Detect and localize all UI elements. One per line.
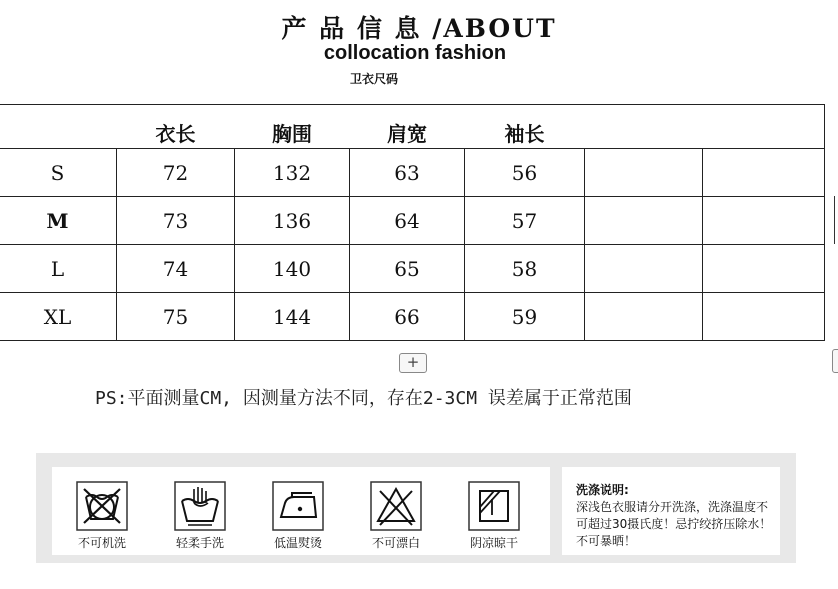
table-cell: 72 — [117, 149, 235, 197]
column-header-length: 衣长 — [117, 105, 235, 149]
care-label: 轻柔手洗 — [175, 536, 224, 550]
table-cell: 59 — [465, 293, 585, 341]
table-cell: 66 — [350, 293, 465, 341]
care-label: 阴凉晾干 — [469, 536, 518, 550]
care-label: 不可机洗 — [77, 536, 126, 550]
header-empty-cell — [703, 105, 825, 149]
measurement-note: PS:平面测量CM, 因测量方法不同，存在2-3CM 误差属于正常范围 — [95, 388, 632, 409]
care-label: 不可漂白 — [371, 536, 420, 550]
care-item-no-bleach — [356, 481, 436, 551]
care-item-no-machine-wash — [62, 481, 142, 551]
table-cell: 144 — [235, 293, 350, 341]
wash-title: 洗涤说明: — [576, 483, 629, 497]
table-cell: 57 — [465, 197, 585, 245]
size-label: L — [0, 245, 117, 293]
size-label: XL — [0, 293, 117, 341]
empty-cell — [703, 149, 825, 197]
column-header-sleeve: 袖长 — [465, 105, 585, 149]
table-cell: 140 — [235, 245, 350, 293]
page-title: 产 品 信 息 /ABOUT — [281, 14, 557, 43]
table-row — [0, 197, 824, 245]
table-cell: 56 — [465, 149, 585, 197]
empty-cell — [585, 197, 703, 245]
header-blank-cell — [0, 105, 117, 149]
table-cell: 136 — [235, 197, 350, 245]
care-icons-box — [52, 467, 550, 555]
size-table — [0, 104, 825, 341]
no-machine-wash-icon — [76, 481, 128, 531]
empty-cell — [585, 149, 703, 197]
gentle-hand-wash-icon — [174, 481, 226, 531]
add-row-button[interactable]: + — [399, 353, 427, 373]
table-cell: 75 — [117, 293, 235, 341]
table-edge-divider — [834, 196, 838, 244]
table-row — [0, 293, 824, 341]
table-cell: 64 — [350, 197, 465, 245]
wash-instructions-box — [562, 467, 780, 555]
column-header-shoulder: 肩宽 — [350, 105, 465, 149]
table-cell: 65 — [350, 245, 465, 293]
care-item-shade-dry — [454, 481, 534, 551]
table-caption: 卫衣尺码 — [350, 72, 399, 86]
wash-text: 深浅色衣服请分开洗涤，洗涤温度不可超过30摄氏度！忌拧绞挤压除水！不可暴晒！ — [576, 500, 772, 548]
table-header-row — [0, 105, 824, 149]
empty-cell — [703, 245, 825, 293]
empty-cell — [703, 197, 825, 245]
empty-cell — [585, 245, 703, 293]
table-cell: 63 — [350, 149, 465, 197]
page-subtitle: collocation fashion — [323, 42, 507, 64]
header-empty-cell — [585, 105, 703, 149]
table-row — [0, 149, 824, 197]
table-row — [0, 245, 824, 293]
care-label: 低温熨烫 — [273, 536, 322, 550]
size-label: M — [0, 197, 117, 245]
shade-dry-icon — [468, 481, 520, 531]
empty-cell — [585, 293, 703, 341]
table-cell: 73 — [117, 197, 235, 245]
low-temp-iron-icon — [272, 481, 324, 531]
care-item-low-temp-iron — [258, 481, 338, 551]
table-cell: 132 — [235, 149, 350, 197]
table-cell: 74 — [117, 245, 235, 293]
edge-handle-button[interactable] — [832, 349, 838, 373]
table-cell: 58 — [465, 245, 585, 293]
size-label: S — [0, 149, 117, 197]
care-instructions-panel — [36, 453, 796, 563]
column-header-chest: 胸围 — [235, 105, 350, 149]
empty-cell — [703, 293, 825, 341]
care-item-hand-wash — [160, 481, 240, 551]
no-bleach-icon — [370, 481, 422, 531]
